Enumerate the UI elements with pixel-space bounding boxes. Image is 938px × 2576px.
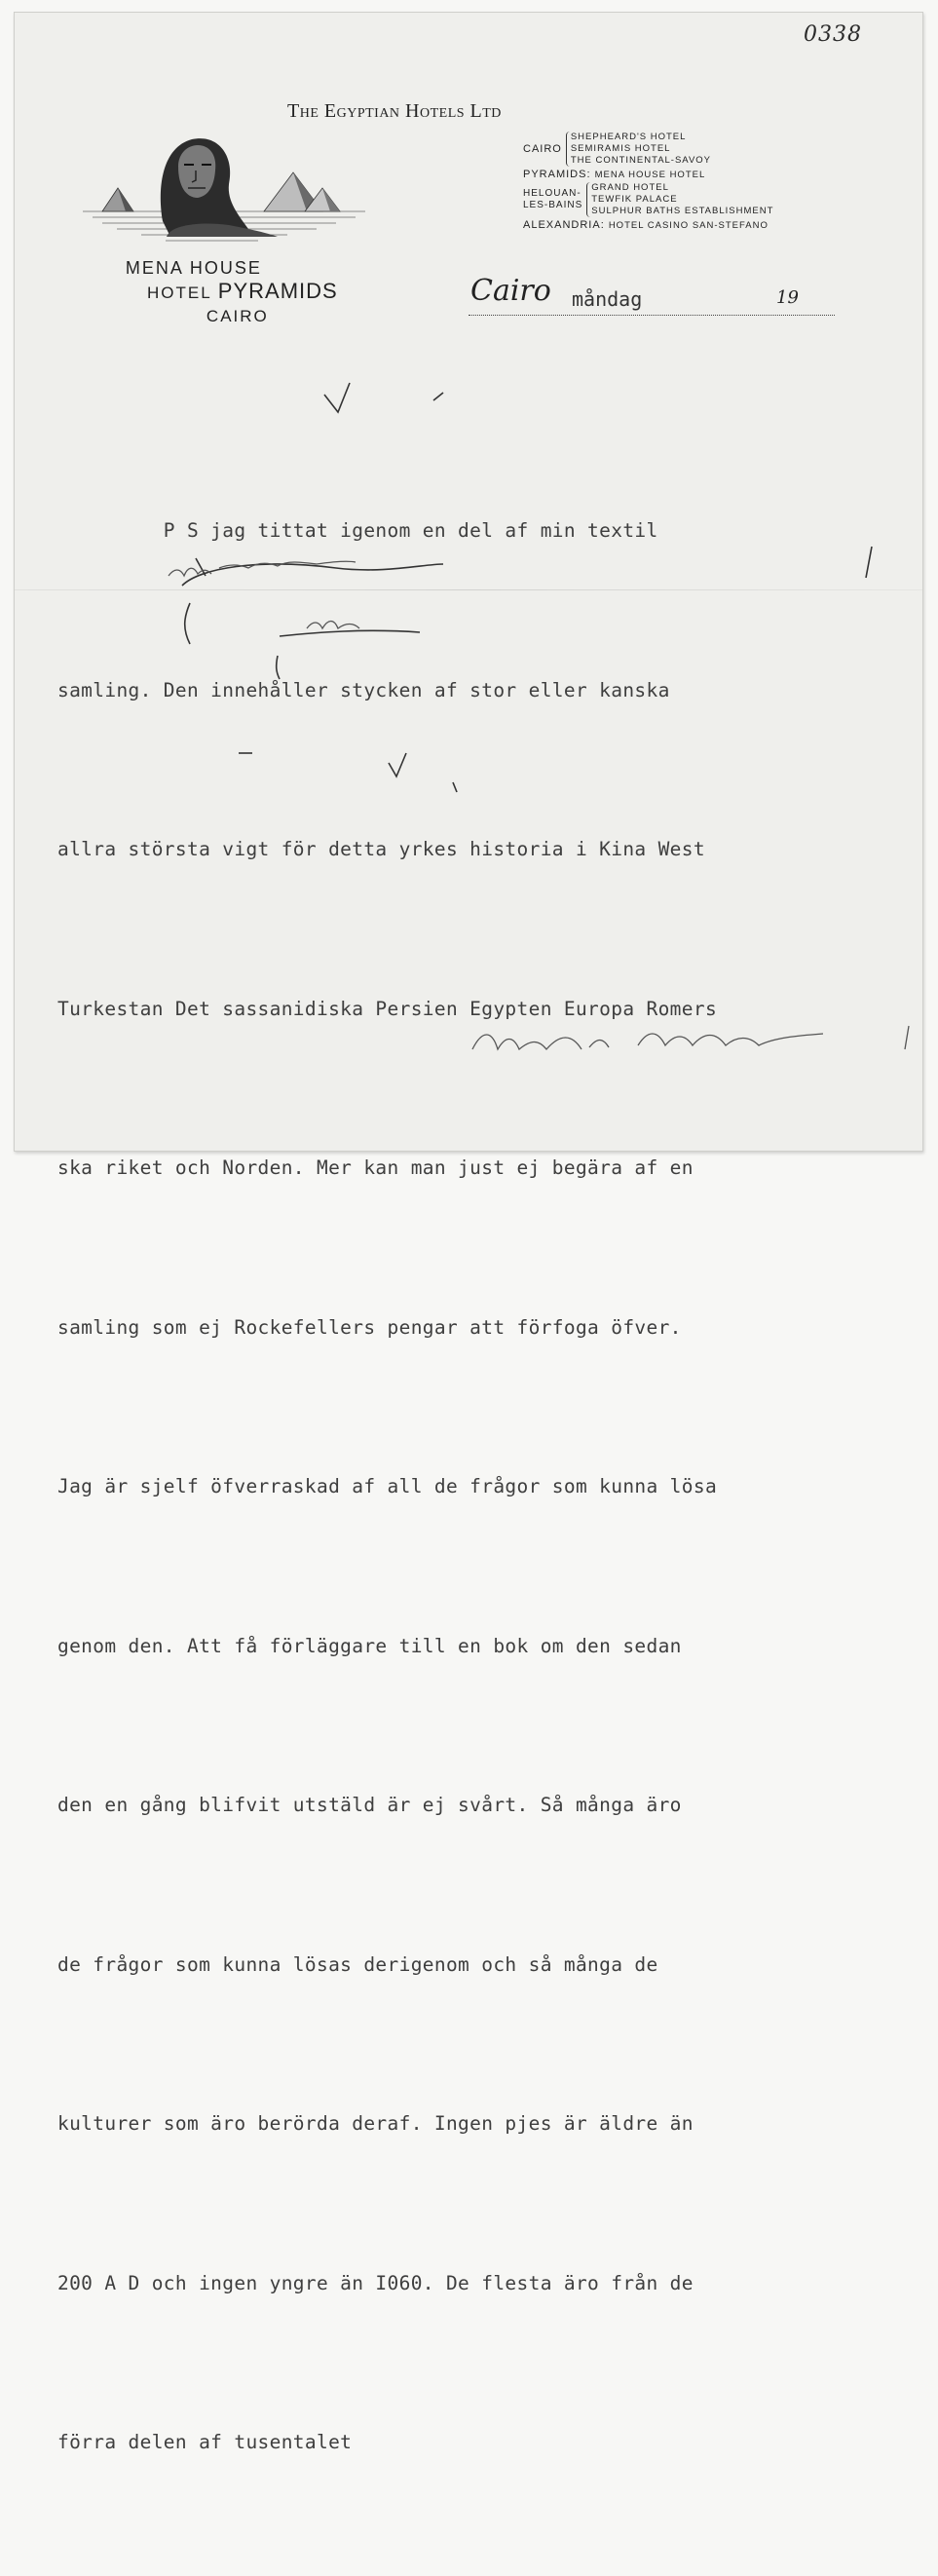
pyramids-label: PYRAMIDS:	[523, 169, 591, 180]
dateline-year: 19	[776, 287, 799, 308]
letter-sheet	[14, 12, 923, 2453]
cairo-hotel-3: THE CONTINENTAL-SAVOY	[570, 155, 712, 166]
hotel-name-line3: CAIRO	[206, 307, 269, 325]
cairo-hotel-2: SEMIRAMIS HOTEL	[570, 143, 671, 154]
helouan-hotel-1: GRAND HOTEL	[591, 182, 669, 193]
archive-number: 0338	[804, 22, 862, 47]
letter-line: genom den. Att få förläggare till en bok om den sedan	[57, 1634, 682, 1657]
letter-line: samling som ej Rockefellers pengar att förfoga öfver.	[57, 1315, 682, 1339]
company-name: The Egyptian Hotels Ltd	[287, 100, 502, 122]
dateline-place: Cairo	[470, 274, 551, 308]
letter-line: de frågor som kunna lösas derigenom och så många de	[57, 1952, 658, 1976]
handwritten-annotations	[15, 13, 922, 1151]
cairo-label: CAIRO	[523, 143, 562, 155]
letter-line: den en gång blifvit utstäld är ej svårt. Så många äro	[57, 1794, 682, 1816]
letter-line: 200 A D och ingen yngre än I060. De flesta äro från de	[57, 2271, 694, 2294]
hotel-name-line1: MENA HOUSE	[125, 258, 262, 278]
cairo-hotel-1: SHEPHEARD'S HOTEL	[570, 132, 687, 142]
letter-line: P S jag tittat igenom en del af min textil	[57, 519, 658, 542]
letter-line: ska riket och Norden. Mer kan man just ej begära af en	[57, 1156, 694, 1179]
letter-line: Turkestan Det sassanidiska Persien Egypten Europa Romers	[57, 997, 718, 1020]
letter-line: kulturer som äro berörda deraf. Ingen pjes är äldre än	[57, 2112, 694, 2135]
helouan-hotel-2: TEWFIK PALACE	[591, 194, 678, 205]
helouan-label-2: LES-BAINS	[523, 200, 583, 210]
letter-line: allra största vigt för detta yrkes historia i Kina West	[57, 838, 705, 860]
letter-line: Jag är sjelf öfverraskad af all de frågor som kunna lösa	[57, 1475, 718, 1497]
hotel-name-prefix: HOTEL	[147, 284, 218, 302]
helouan-label-1: HELOUAN-	[523, 188, 582, 199]
pyramids-hotel: MENA HOUSE HOTEL	[594, 170, 706, 180]
dateline-day: måndag	[572, 287, 643, 311]
letter-line: samling. Den innehåller stycken af stor eller kanska	[57, 678, 670, 701]
alexandria-hotel: HOTEL CASINO SAN-STEFANO	[608, 220, 769, 231]
letter-line: förra delen af tusentalet	[57, 2431, 353, 2453]
alexandria-label: ALEXANDRIA:	[523, 219, 605, 231]
helouan-hotel-3: SULPHUR BATHS ESTABLISHMENT	[591, 206, 774, 216]
hotel-name-pyramids: PYRAMIDS	[217, 279, 338, 303]
